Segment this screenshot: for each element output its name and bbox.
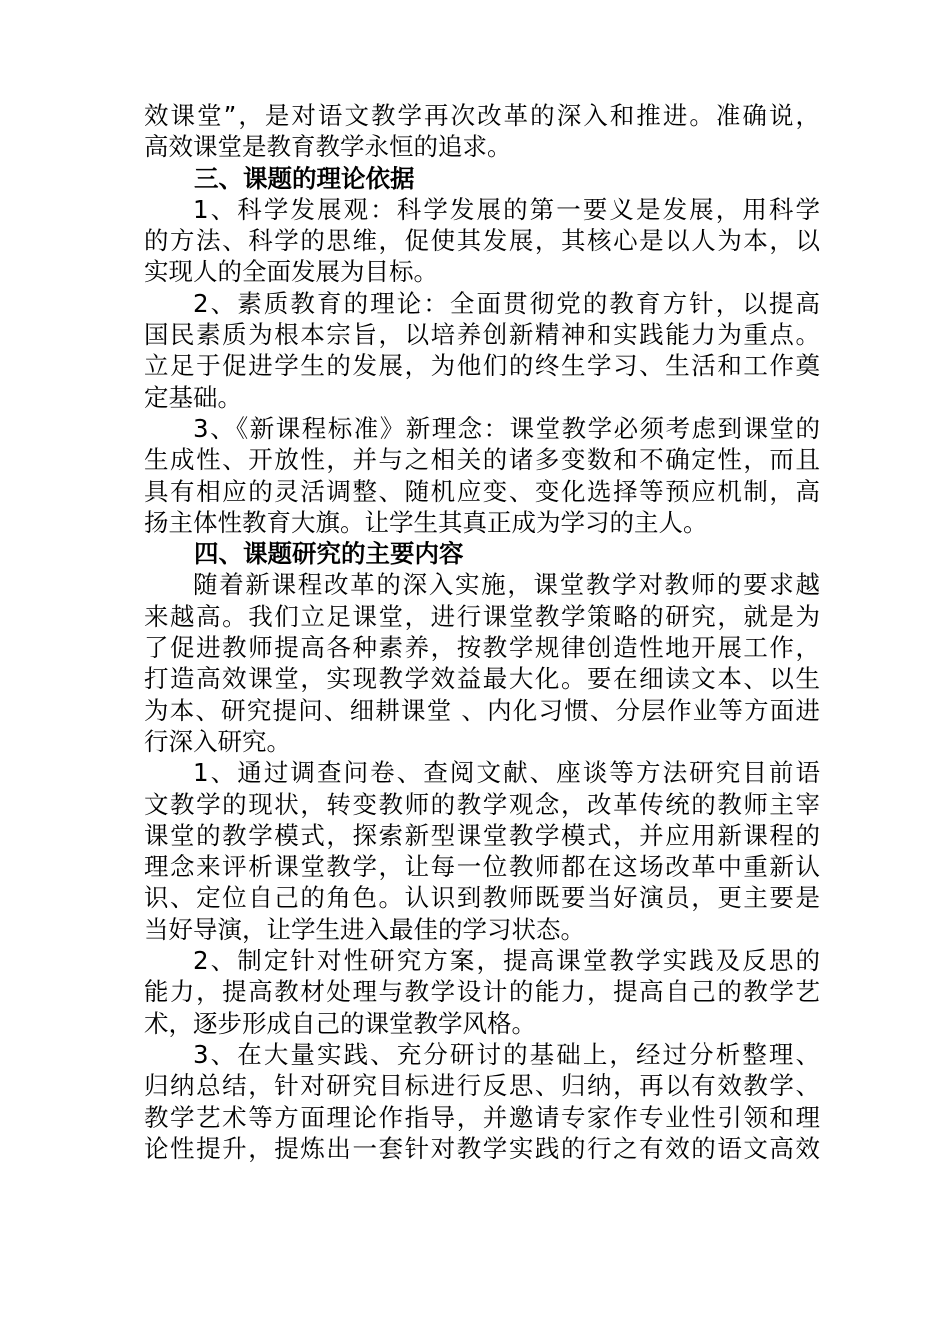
- text-line: 具有相应的灵活调整、随机应变、变化选择等预应机制，高: [144, 476, 820, 506]
- text-line: 定基础。: [144, 382, 242, 412]
- text-line: 归纳总结，针对研究目标进行反思、归纳，再以有效教学、: [144, 1071, 820, 1101]
- text-line: 打造高效课堂，实现教学效益最大化。要在细读文本、以生: [144, 664, 820, 694]
- text-line: 效课堂”，是对语文教学再次改革的深入和推进。准确说，: [144, 101, 820, 130]
- text-line: 识、定位自己的角色。认识到教师既要当好演员，更主要是: [144, 883, 820, 913]
- text-line: 当好导演，让学生进入最佳的学习状态。: [144, 914, 585, 944]
- text-line: 1、科学发展观：科学发展的第一要义是发展，用科学: [193, 194, 820, 224]
- text-line: 理念来评析课堂教学，让每一位教师都在这场改革中重新认: [144, 852, 820, 882]
- text-line: 的方法、科学的思维，促使其发展，其核心是以人为本，以: [144, 226, 820, 256]
- text-line: 生成性、开放性，并与之相关的诸多变数和不确定性，而且: [144, 445, 820, 475]
- text-line: 随着新课程改革的深入实施，课堂教学对教师的要求越: [193, 570, 820, 600]
- text-line: 3、《新课程标准》新理念：课堂教学必须考虑到课堂的: [193, 413, 820, 443]
- text-line: 来越高。我们立足课堂，进行课堂教学策略的研究，就是为: [144, 601, 820, 631]
- text-line: 课堂的教学模式，探索新型课堂教学模式，并应用新课程的: [144, 820, 820, 850]
- text-line: 实现人的全面发展为目标。: [144, 257, 438, 287]
- section-heading: 四、课题研究的主要内容: [194, 539, 464, 569]
- text-line: 国民素质为根本宗旨，以培养创新精神和实践能力为重点。: [144, 320, 820, 350]
- section-heading: 三、课题的理论依据: [194, 163, 415, 193]
- text-line: 立足于促进学生的发展，为他们的终生学习、生活和工作奠: [144, 351, 820, 381]
- text-line: 1、通过调查问卷、查阅文献、座谈等方法研究目前语: [193, 758, 820, 788]
- text-line: 3、在大量实践、充分研讨的基础上，经过分析整理、: [193, 1039, 820, 1069]
- text-line: 高效课堂是教育教学永恒的追求。: [144, 132, 512, 162]
- text-line: 教学艺术等方面理论作指导，并邀请专家作专业性引领和理: [144, 1102, 820, 1132]
- text-line: 2、制定针对性研究方案，提高课堂教学实践及反思的: [193, 946, 820, 976]
- document-page: [144, 100, 820, 1164]
- text-line: 行深入研究。: [144, 726, 291, 756]
- text-line: 扬主体性教育大旗。让学生其真正成为学习的主人。: [144, 507, 708, 537]
- text-line: 文教学的现状，转变教师的教学观念，改革传统的教师主宰: [144, 789, 820, 819]
- text-line: 为本、研究提问、细耕课堂 、内化习惯、分层作业等方面进: [144, 695, 820, 725]
- text-line: 术，逐步形成自己的课堂教学风格。: [144, 1008, 536, 1038]
- text-line: 了促进教师提高各种素养，按教学规律创造性地开展工作，: [144, 633, 820, 663]
- text-line: 2、素质教育的理论：全面贯彻党的教育方针，以提高: [193, 288, 820, 318]
- text-line: 论性提升，提炼出一套针对教学实践的行之有效的语文高效: [144, 1133, 820, 1163]
- text-line: 能力，提高教材处理与教学设计的能力，提高自己的教学艺: [144, 977, 820, 1007]
